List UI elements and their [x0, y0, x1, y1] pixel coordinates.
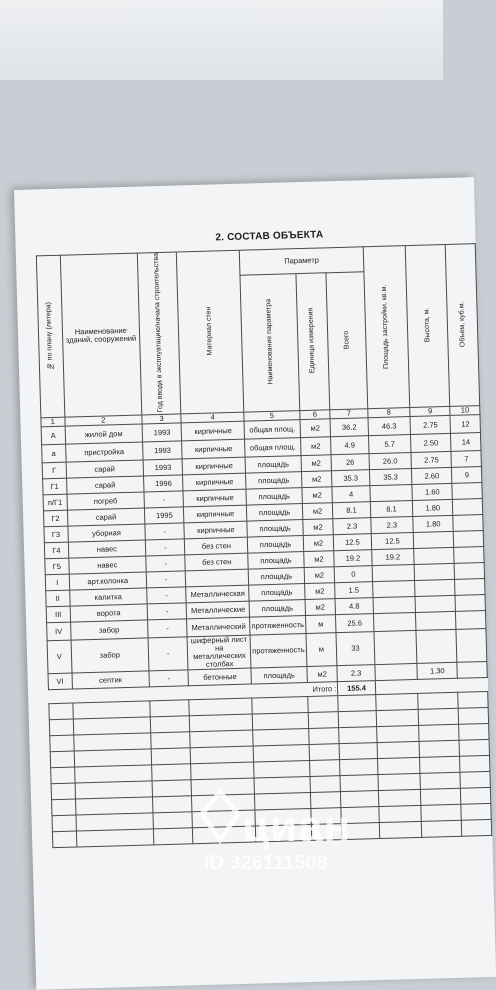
row-name: сарай	[67, 508, 145, 526]
row-literal: а	[42, 445, 66, 464]
row-material: Металлические	[187, 601, 250, 619]
row-area	[370, 485, 413, 502]
row-area: 35.3	[369, 469, 412, 486]
header-param-name: Наименование параметра	[240, 274, 299, 413]
row-area	[372, 581, 415, 598]
row-param: площадь	[245, 456, 301, 474]
row-year: -	[148, 619, 188, 638]
row-param: площадь	[248, 552, 304, 570]
row-literal: Г3	[44, 527, 68, 544]
row-unit: м	[306, 633, 337, 667]
row-year: -	[146, 571, 186, 588]
row-literal: п/Г1	[43, 495, 67, 512]
row-area: 46.3	[368, 417, 411, 436]
total-value: 155.4	[338, 681, 376, 696]
row-param: общая площ.	[244, 420, 300, 440]
row-height: 1.30	[417, 663, 458, 680]
row-area	[374, 631, 417, 665]
row-material: без стен	[185, 538, 248, 556]
row-name: забор	[71, 638, 149, 673]
row-unit: м2	[307, 666, 338, 683]
row-literal: Г5	[45, 559, 69, 576]
table-body	[41, 415, 487, 690]
row-volume: 12	[450, 415, 480, 434]
section-title: 2. СОСТАВ ОБЪЕКТА	[215, 229, 324, 244]
row-area	[373, 597, 416, 614]
row-area	[373, 613, 416, 632]
row-param: площадь	[248, 568, 304, 586]
row-material: кирпичные	[184, 506, 247, 524]
row-param: площадь	[246, 488, 302, 506]
row-material: шиферный лист на металлических столбах	[187, 635, 251, 670]
row-year: -	[145, 523, 185, 540]
row-param: площадь	[247, 504, 303, 522]
row-volume	[454, 531, 484, 548]
row-volume	[453, 515, 483, 532]
row-name: сарай	[66, 460, 144, 478]
row-material: Металлическая	[186, 585, 249, 603]
row-height: 1.80	[413, 516, 454, 533]
row-name: калитка	[69, 588, 147, 606]
row-total: 35.3	[332, 470, 370, 487]
row-name: пристройка	[65, 442, 143, 462]
row-param: общая площ.	[245, 438, 301, 458]
row-volume	[455, 563, 485, 580]
row-name: арт.колонка	[69, 572, 147, 590]
header-param-total: Всего	[326, 272, 367, 411]
row-unit: м2	[300, 437, 331, 456]
row-height	[415, 580, 456, 597]
row-total: 4.8	[335, 598, 373, 615]
row-material: кирпичные	[183, 458, 246, 476]
row-unit: м2	[303, 551, 334, 568]
row-area: 8.1	[370, 501, 413, 518]
header-parameter-group: Параметр	[240, 247, 364, 275]
header-height: Высота, м.	[405, 244, 450, 407]
row-year: 1993	[142, 423, 182, 442]
row-literal: V	[47, 640, 72, 674]
row-volume: 14	[451, 433, 481, 452]
watermark-brand: циан	[242, 802, 352, 851]
row-name: септик	[72, 671, 150, 689]
header-year: Год ввода в эксплуатацию/начала строительства	[137, 252, 181, 415]
row-material: кирпичные	[183, 490, 246, 508]
row-height	[414, 564, 455, 581]
row-year: -	[147, 603, 187, 620]
row-area: 2.3	[371, 517, 414, 534]
row-unit: м2	[304, 583, 335, 600]
row-year: -	[149, 670, 189, 687]
row-literal: Г4	[44, 543, 68, 560]
row-height: 2.50	[411, 434, 452, 453]
row-volume	[456, 629, 486, 663]
row-unit: м2	[303, 519, 334, 536]
row-literal: II	[46, 591, 70, 608]
row-param: протяженность	[250, 634, 306, 669]
row-year: -	[148, 637, 188, 671]
row-height	[414, 548, 455, 565]
row-name: навес	[68, 540, 146, 558]
row-material: бетонные	[188, 668, 251, 686]
row-total: 12.5	[333, 534, 371, 551]
row-total: 19.2	[334, 550, 372, 567]
row-volume: 7	[451, 451, 481, 468]
row-year: -	[144, 491, 184, 508]
row-literal: Г1	[43, 479, 67, 496]
row-param: площадь	[247, 520, 303, 538]
row-unit: м2	[305, 599, 336, 616]
row-unit: м2	[303, 535, 334, 552]
row-literal: А	[41, 427, 65, 446]
row-volume: 9	[452, 467, 482, 484]
header-param-unit: Единица измерения	[296, 273, 330, 411]
row-param: площадь	[249, 600, 305, 618]
row-name: навес	[68, 556, 146, 574]
row-param: площадь	[249, 584, 305, 602]
header-material: Материал стен	[177, 250, 244, 414]
row-name: сарай	[66, 476, 144, 494]
column-number-row: 1 2 3 4 5 6 7 8 9 10	[41, 406, 480, 427]
row-year: -	[145, 539, 185, 556]
row-total: 0	[334, 566, 372, 583]
row-material: кирпичные	[182, 440, 245, 460]
row-volume	[452, 483, 482, 500]
watermark	[196, 780, 416, 890]
row-total: 25.6	[336, 614, 374, 633]
row-total: 2.3	[333, 518, 371, 535]
total-label: Итого :	[48, 682, 338, 704]
header-building-name: Наименование зданий, сооружений	[60, 253, 142, 417]
row-height: 2.60	[412, 468, 453, 485]
row-total: 4.9	[331, 436, 369, 455]
row-height: 2.75	[411, 452, 452, 469]
row-area: 19.2	[371, 549, 414, 566]
row-material: Металлический	[187, 617, 250, 637]
row-height	[413, 532, 454, 549]
row-area: 12.5	[371, 533, 414, 550]
row-height	[415, 596, 456, 613]
row-area	[375, 664, 418, 681]
row-material: кирпичные	[182, 422, 245, 442]
row-param: площадь	[248, 536, 304, 554]
row-year: 1995	[144, 507, 184, 524]
row-name: забор	[70, 620, 148, 640]
row-name: погреб	[67, 492, 145, 510]
row-volume	[457, 662, 487, 679]
row-height	[416, 612, 457, 631]
row-literal: Г2	[43, 511, 67, 528]
row-unit: м2	[302, 487, 333, 504]
row-unit: м2	[302, 503, 333, 520]
row-name: жилой дом	[65, 424, 143, 444]
row-param: площадь	[246, 472, 302, 490]
row-unit: м	[305, 615, 336, 634]
row-year: 1993	[143, 459, 183, 476]
row-unit: м2	[300, 419, 331, 438]
row-param: площадь	[251, 667, 307, 685]
row-year: -	[147, 587, 187, 604]
row-unit: м2	[301, 471, 332, 488]
row-material	[186, 569, 249, 587]
row-area	[372, 565, 415, 582]
row-total: 4	[332, 486, 370, 503]
background-wall	[0, 0, 443, 80]
row-material: без стен	[185, 553, 248, 571]
row-literal: Г	[42, 463, 66, 480]
row-volume	[455, 595, 485, 612]
header-volume: Объем, куб.м.	[446, 244, 480, 407]
row-name: ворота	[70, 604, 148, 622]
header-built-area: Площадь застройки, кв.м.	[363, 246, 410, 410]
row-name: уборная	[68, 524, 146, 542]
row-area: 5.7	[368, 435, 411, 454]
row-total: 2.3	[337, 665, 375, 682]
row-total: 33	[336, 632, 374, 666]
header-literal: № по плану (литера)	[36, 255, 64, 418]
row-unit: м2	[304, 567, 335, 584]
row-literal: III	[46, 606, 70, 623]
row-area: 26.0	[369, 453, 412, 470]
row-unit: м2	[301, 455, 332, 472]
cian-logo-icon	[200, 790, 240, 842]
object-composition-table	[36, 243, 492, 848]
row-literal: IV	[47, 622, 71, 641]
row-material: кирпичные	[183, 474, 246, 492]
row-param: протяженность	[250, 616, 306, 636]
row-height	[416, 630, 457, 664]
row-year: -	[146, 555, 186, 572]
row-material: кирпичные	[184, 522, 247, 540]
row-literal: I	[45, 575, 69, 592]
row-volume	[453, 499, 483, 516]
row-height: 2.75	[410, 416, 451, 435]
row-year: 1996	[144, 475, 184, 492]
row-volume	[454, 547, 484, 564]
row-total: 26	[331, 454, 369, 471]
row-total: 8.1	[333, 502, 371, 519]
row-height: 1.80	[412, 500, 453, 517]
row-height: 1.60	[412, 484, 453, 501]
row-volume	[455, 579, 485, 596]
row-total: 1.5	[335, 582, 373, 599]
row-volume	[456, 611, 486, 630]
row-literal: VI	[48, 673, 72, 690]
watermark-listing-id: ID 326111508	[204, 852, 328, 874]
row-total: 36.2	[330, 418, 368, 437]
row-year: 1993	[143, 441, 183, 460]
